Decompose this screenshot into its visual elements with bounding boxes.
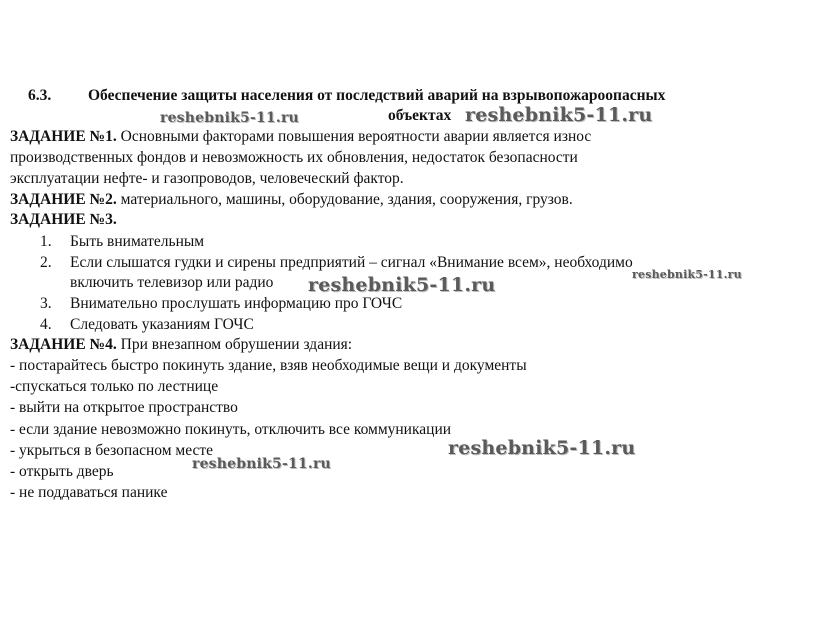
list-item: -спускаться только по лестнице [10, 378, 219, 395]
list-item: Если слышатся гудки и сирены предприятий – сигнал «Внимание всем», необходимо [70, 254, 633, 271]
list-item-number: 3. [40, 295, 52, 312]
list-item: - не поддаваться панике [10, 484, 168, 501]
list-item: Внимательно прослушать информацию про ГОЧС [70, 295, 403, 312]
task4-line [10, 335, 352, 355]
task3-label: ЗАДАНИЕ №3. [10, 211, 117, 228]
watermark: reshebnik5-11.ru [448, 437, 636, 459]
task1-line1 [10, 127, 591, 147]
watermark: reshebnik5-11.ru [632, 268, 742, 281]
task1-text-line1: Основными факторами повышения вероятности аварии является износ [120, 128, 592, 145]
list-item: Следовать указаниям ГОЧС [70, 316, 254, 333]
task1-line2: производственных фондов и невозможность их обновления, недостаток безопасности [10, 149, 578, 166]
task1-line3: эксплуатации нефте- и газопроводов, человеческий фактор. [10, 170, 404, 187]
section-number: 6.3. [28, 87, 52, 104]
section-title-line1: Обеспечение защиты населения от последствий аварий на взрывопожароопасных [88, 87, 666, 104]
section-title-line2: объектах [388, 107, 452, 124]
list-item: Быть внимательным [70, 233, 205, 250]
list-item: - выйти на открытое пространство [10, 399, 238, 416]
list-item: - постарайтесь быстро покинуть здание, взяв необходимые вещи и документы [10, 357, 527, 374]
list-item-number: 1. [40, 233, 52, 250]
list-item: - открыть дверь [10, 463, 114, 480]
watermark: reshebnik5-11.ru [308, 274, 496, 296]
watermark: reshebnik5-11.ru [160, 110, 299, 126]
task4-intro: При внезапном обрушении здания: [120, 336, 353, 353]
task2-text: материального, машины, оборудование, здания, сооружения, грузов. [120, 191, 573, 208]
list-item: - укрыться в безопасном месте [10, 442, 214, 459]
list-item: - если здание невозможно покинуть, отключить все коммуникации [10, 421, 452, 438]
task2-label: ЗАДАНИЕ №2. [10, 191, 117, 208]
list-item-number: 4. [40, 316, 52, 333]
task1-label: ЗАДАНИЕ №1. [10, 128, 117, 145]
watermark: reshebnik5-11.ru [192, 456, 331, 472]
task2-line [10, 190, 573, 210]
watermark: reshebnik5-11.ru [465, 104, 653, 126]
task4-label: ЗАДАНИЕ №4. [10, 336, 117, 353]
list-item-number: 2. [40, 254, 52, 271]
list-item-continuation: включить телевизор или радио [70, 274, 274, 291]
